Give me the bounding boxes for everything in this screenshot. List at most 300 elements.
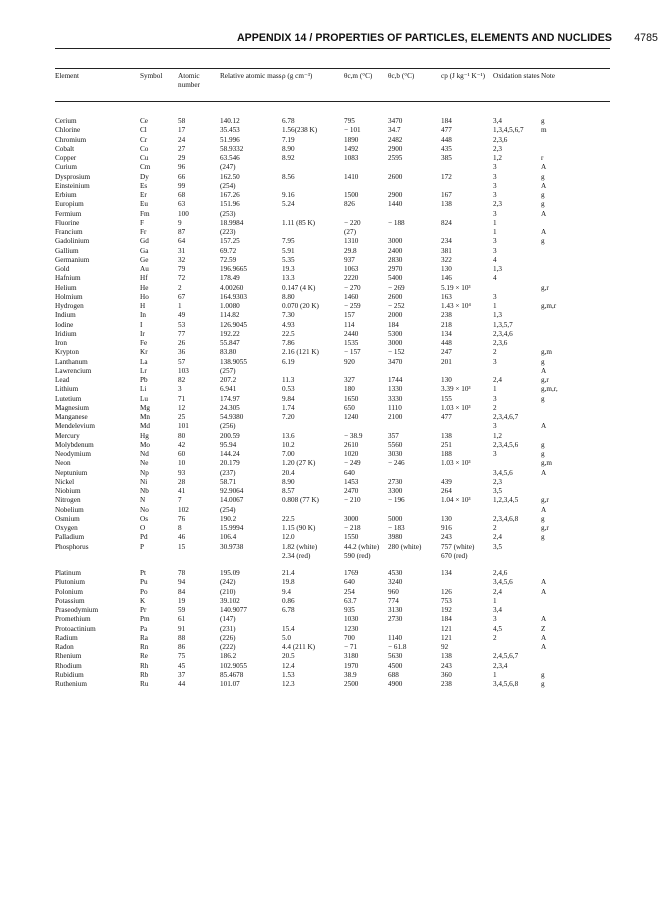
table-cell: 20.5 [282, 652, 295, 661]
table-cell [441, 578, 493, 587]
table-row [55, 265, 570, 274]
table-cell: 17 [178, 126, 186, 135]
table-cell: 162.50 [220, 172, 240, 181]
table-cell: 3000 [388, 339, 403, 347]
table-row [55, 459, 570, 468]
table-cell: Curium [55, 163, 77, 172]
table-cell: 37 [178, 670, 186, 679]
table-cell: 80 [178, 431, 186, 440]
table-cell: 3,4,5,6,8 [493, 680, 519, 688]
table-cell [441, 210, 493, 219]
table-cell: 184 [441, 117, 452, 125]
table-cell: Osmium [55, 514, 80, 523]
table-cell: 29 [178, 154, 186, 162]
table-cell: Nd [140, 450, 149, 458]
table-row [55, 422, 570, 431]
table-cell: 192 [441, 606, 452, 614]
table-cell: g [541, 680, 545, 688]
table-cell: 201 [441, 357, 452, 366]
table-cell: 5.24 [282, 200, 295, 209]
table-cell: 5.19 × 10³ [441, 283, 471, 292]
table-cell: 76 [178, 514, 186, 523]
table-cell: Lawrencium [55, 366, 92, 375]
table-cell: 31 [178, 246, 186, 255]
table-cell: In [140, 311, 146, 320]
table-row [55, 469, 570, 478]
table-cell: 6.19 [282, 357, 295, 366]
table-cell: 1.15 (90 K) [282, 524, 316, 532]
table-cell: 1240 [344, 413, 359, 421]
table-cell: − 252 [388, 302, 405, 310]
table-cell: 91 [178, 624, 186, 633]
table-cell: 101.07 [220, 680, 240, 688]
table-cell: 84 [178, 587, 186, 596]
table-cell: 1410 [344, 172, 359, 181]
table-cell: 106.4 [220, 533, 237, 542]
table-cell: 32 [178, 255, 186, 264]
table-cell: 200.59 [220, 431, 240, 440]
table-cell: 44 [178, 680, 186, 688]
table-cell: 82 [178, 376, 186, 384]
table-cell [541, 247, 570, 256]
table-cell: Os [140, 514, 148, 523]
table-cell: Nb [140, 487, 149, 495]
table-row [55, 578, 570, 587]
table-cell [493, 367, 541, 376]
table-cell: 174.97 [220, 394, 240, 403]
table-cell: A [541, 505, 547, 514]
table-cell [388, 367, 441, 376]
table-cell: 15.9994 [220, 524, 244, 532]
table-cell: 4500 [388, 661, 403, 670]
table-cell: 357 [388, 431, 399, 440]
table-cell: 4.00260 [220, 283, 244, 292]
table-cell: 2400 [388, 246, 403, 255]
table-cell: 5400 [388, 274, 403, 283]
table-cell: 1769 [344, 569, 359, 577]
table-cell: 3 [493, 191, 497, 199]
table-cell: 146 [441, 274, 452, 283]
table-cell: 0.86 [282, 596, 295, 605]
table-cell: 167 [441, 191, 452, 199]
table-cell: − 71 [344, 643, 358, 651]
table-cell: 477 [441, 126, 452, 135]
table-cell [493, 552, 541, 561]
table-cell: r [541, 154, 544, 162]
table-cell: 63 [178, 200, 186, 209]
table-cell: 650 [344, 403, 355, 412]
table-cell: 1.43 × 10⁴ [441, 302, 471, 310]
table-cell: 327 [344, 376, 355, 384]
col-oxidation-states: Oxidation states [493, 72, 540, 80]
table-cell: 29.8 [344, 246, 357, 255]
table-cell [541, 662, 570, 671]
table-cell: 121 [441, 633, 452, 642]
table-cell: 92 [441, 643, 449, 651]
table-row [55, 228, 570, 237]
table-cell: Gallium [55, 246, 79, 255]
table-cell: 9 [178, 218, 182, 227]
table-cell: Ge [140, 255, 149, 264]
table-cell: I [140, 320, 143, 329]
table-cell: 3 [493, 181, 497, 190]
table-cell: 157.25 [220, 237, 240, 246]
table-cell: 2,4,5,6,7 [493, 652, 519, 661]
table-cell: Lead [55, 376, 70, 384]
table-cell: 1 [493, 670, 497, 679]
table-cell: 85.4678 [220, 670, 244, 679]
table-cell: − 152 [388, 348, 405, 357]
table-cell: 3 [493, 357, 497, 366]
table-cell: − 196 [388, 496, 405, 505]
table-cell: 138 [441, 652, 452, 661]
table-cell: Neptunium [55, 468, 88, 477]
table-cell: Ni [140, 477, 148, 486]
table-cell: 757 (white) [441, 542, 475, 551]
table-cell: 1.82 (white) [282, 542, 318, 551]
table-cell: 63.7 [344, 596, 357, 605]
table-cell: A [541, 615, 547, 624]
table-cell: 103 [178, 366, 189, 375]
table-cell: Palladium [55, 533, 85, 542]
table-cell: − 269 [388, 283, 405, 292]
table-cell [220, 552, 282, 561]
table-cell: 3180 [344, 652, 359, 661]
table-cell: A [541, 163, 547, 172]
table-row [55, 311, 570, 320]
table-row [55, 671, 570, 680]
table-cell: Ho [140, 292, 149, 301]
table-cell: 218 [441, 320, 452, 329]
table-cell: (256) [220, 422, 236, 431]
col-symbol: Symbol [140, 72, 163, 80]
table-cell: 5560 [388, 440, 403, 449]
table-cell: 1140 [388, 633, 403, 642]
table-cell: 360 [441, 670, 452, 679]
table-row [55, 210, 570, 219]
table-cell: 2.16 (121 K) [282, 348, 319, 357]
table-cell [541, 478, 570, 487]
table-cell: 7.20 [282, 413, 295, 421]
table-cell: 1.03 × 10³ [441, 403, 471, 412]
table-cell [541, 652, 570, 661]
table-cell [441, 182, 493, 191]
table-cell: Radon [55, 643, 74, 651]
table-cell: Plutonium [55, 578, 85, 587]
table-cell: 5.35 [282, 255, 295, 264]
table-cell: 1 [493, 385, 497, 394]
table-cell: 826 [344, 200, 355, 209]
table-cell: 2 [493, 633, 497, 642]
table-cell: Mendelevium [55, 422, 95, 431]
table-row [55, 413, 570, 422]
table-cell: 2 [178, 283, 182, 292]
table-row [55, 404, 570, 413]
table-cell: g [541, 514, 545, 523]
table-cell: 167.26 [220, 191, 240, 199]
running-head-title: APPENDIX 14 / PROPERTIES OF PARTICLES, ELEMENTS AND NUCLIDES [236, 32, 612, 44]
table-cell: 7.19 [282, 135, 295, 144]
table-row [55, 597, 570, 606]
table-cell: 2,3,6 [493, 135, 508, 144]
table-cell: 795 [344, 117, 355, 125]
table-cell: 138.9055 [220, 357, 247, 366]
table-cell [541, 330, 570, 339]
table-cell: 4,5 [493, 624, 502, 633]
table-cell: 1 [493, 228, 497, 236]
table-cell: 19 [178, 596, 186, 605]
col-relative-atomic-mass: Relative atomic mass [220, 72, 282, 80]
table-cell: g,r [541, 496, 549, 505]
table-cell: 13.3 [282, 274, 295, 283]
table-cell: 2220 [344, 274, 359, 283]
table-cell: Pa [140, 624, 148, 633]
table-cell: Rubidium [55, 670, 84, 679]
table-cell: (27) [344, 228, 356, 236]
table-cell: Cu [140, 154, 149, 162]
table-cell: Pb [140, 376, 148, 384]
table-cell: 3030 [388, 450, 403, 458]
table-cell: 55.847 [220, 339, 240, 347]
table-cell: Rn [140, 643, 149, 651]
table-cell [441, 469, 493, 478]
table-cell: 59 [178, 606, 186, 614]
table-row [55, 385, 570, 394]
table-cell: 2,3 [493, 477, 502, 486]
table-cell: Ir [140, 329, 145, 338]
table-row [55, 348, 570, 357]
table-cell: 439 [441, 477, 452, 486]
table-cell: 5000 [388, 514, 403, 523]
table-cell: 54.9380 [220, 413, 244, 421]
table-cell: 1110 [388, 403, 402, 412]
table-cell: 477 [441, 413, 452, 421]
table-cell: 3330 [388, 394, 403, 403]
table-cell: g,m,r [541, 302, 557, 310]
table-cell: 19.8 [282, 578, 295, 587]
table-cell: 155 [441, 394, 452, 403]
table-cell: Mercury [55, 431, 80, 440]
table-cell: g [541, 191, 545, 199]
table-cell: g,r [541, 283, 549, 292]
table-row [55, 543, 570, 552]
table-cell: Hydrogen [55, 302, 84, 310]
table-row [55, 524, 570, 533]
table-cell: − 218 [344, 524, 361, 532]
table-cell: 1083 [344, 154, 359, 162]
col-element: Element [55, 72, 79, 80]
table-cell: Kr [140, 348, 148, 357]
table-cell: Lanthanum [55, 357, 88, 366]
table-cell [541, 569, 570, 578]
table-cell: 2900 [388, 191, 403, 199]
table-row [55, 117, 570, 126]
table-cell: 1.04 × 10³ [441, 496, 471, 505]
table-row [55, 496, 570, 505]
table-cell: Rhodium [55, 661, 82, 670]
table-cell: − 246 [388, 459, 405, 468]
table-cell: Hafnium [55, 274, 81, 283]
table-cell: 130 [441, 376, 452, 384]
table-cell [388, 469, 441, 478]
table-cell: 151.96 [220, 200, 240, 209]
table-cell: Nickel [55, 477, 75, 486]
table-cell: 3130 [388, 606, 403, 614]
table-cell: 172 [441, 172, 452, 181]
table-cell: Platinum [55, 569, 81, 577]
table-cell: Iron [55, 339, 67, 347]
table-cell: 22.5 [282, 329, 295, 338]
table-cell: Cerium [55, 117, 77, 125]
table-cell: 640 [344, 468, 355, 477]
table-cell: Mn [140, 413, 150, 421]
table-cell: 4530 [388, 569, 403, 577]
table-cell: 3000 [344, 514, 359, 523]
table-cell: 753 [441, 596, 452, 605]
table-cell: 8.90 [282, 144, 295, 153]
table-cell: 824 [441, 218, 452, 227]
table-cell: Pt [140, 569, 146, 577]
table-cell: 670 (red) [441, 551, 468, 560]
table-cell: A [541, 181, 547, 190]
table-cell [541, 136, 570, 145]
table-cell: 2730 [388, 615, 403, 624]
table-row [55, 293, 570, 302]
table-cell: 590 (red) [344, 551, 371, 560]
table-cell: Nobelium [55, 505, 84, 514]
table-cell: 1970 [344, 661, 359, 670]
table-cell: 243 [441, 661, 452, 670]
table-cell: 3,4 [493, 117, 502, 125]
table-cell: A [541, 228, 547, 236]
table-cell: Chlorine [55, 126, 81, 135]
table-cell [282, 367, 344, 376]
table-cell: 264 [441, 487, 452, 495]
table-cell: 8.56 [282, 172, 295, 181]
table-cell: N [140, 496, 146, 505]
table-cell: 2,3,6 [493, 339, 508, 347]
table-cell: 3 [493, 394, 497, 403]
table-cell [282, 506, 344, 515]
table-cell: 1,2 [493, 431, 502, 440]
table-top-rule [55, 68, 610, 69]
table-cell: 3,5 [493, 487, 502, 495]
table-cell: 6.78 [282, 117, 295, 125]
table-cell: Molybdenum [55, 440, 94, 449]
table-cell: Hf [140, 274, 148, 283]
table-cell: 1230 [344, 624, 359, 633]
table-cell: 41 [178, 487, 186, 495]
table-cell: 12.0 [282, 533, 295, 542]
table-cell: 0.070 (20 K) [282, 302, 319, 310]
table-row [55, 680, 570, 689]
table-cell: 2482 [388, 135, 403, 144]
table-cell: 9.84 [282, 394, 295, 403]
table-cell: − 61.8 [388, 643, 407, 651]
table-cell: 38.9 [344, 670, 357, 679]
table-cell: g [541, 533, 545, 542]
table-cell: Iodine [55, 320, 74, 329]
table-cell: 920 [344, 357, 355, 366]
table-cell: 3 [493, 237, 497, 246]
table-cell: (210) [220, 587, 236, 596]
table-cell [388, 228, 441, 237]
table-cell: 1492 [344, 144, 359, 153]
table-cell: Es [140, 181, 148, 190]
element-properties-table [55, 72, 570, 689]
table-cell: Fermium [55, 209, 82, 218]
table-row [55, 487, 570, 496]
table-cell: Rb [140, 670, 149, 679]
table-cell: 1.11 (85 K) [282, 218, 316, 227]
table-cell [493, 459, 541, 468]
table-cell [493, 506, 541, 515]
table-row [55, 643, 570, 652]
table-cell: Cr [140, 135, 148, 144]
table-cell [344, 422, 388, 431]
table-cell: 66 [178, 172, 186, 181]
table-row [55, 432, 570, 441]
table-cell: Ruthenium [55, 680, 87, 688]
table-cell: 95.94 [220, 440, 237, 449]
table-cell: Lutetium [55, 394, 82, 403]
table-cell: 21.4 [282, 569, 295, 577]
table-cell: Krypton [55, 348, 79, 357]
table-cell: 28 [178, 477, 186, 486]
table-cell: 1890 [344, 135, 359, 144]
table-cell [282, 182, 344, 191]
table-cell: g,r [541, 524, 549, 532]
table-cell: g [541, 450, 545, 458]
table-cell: 60 [178, 450, 186, 458]
table-cell: − 210 [344, 496, 361, 505]
table-cell: g [541, 670, 545, 679]
table-cell [541, 293, 570, 302]
table-cell: 134 [441, 329, 452, 338]
col-melting-point: θc,m (°C) [344, 72, 373, 80]
table-cell: (147) [220, 615, 236, 624]
running-head [0, 32, 658, 44]
table-header-row [55, 72, 570, 104]
table-cell: 3 [493, 246, 497, 255]
table-row [55, 321, 570, 330]
table-row [55, 450, 570, 459]
table-cell: Dy [140, 172, 149, 181]
table-cell: Md [140, 422, 150, 431]
table-cell: − 157 [344, 348, 361, 357]
table-cell: 916 [441, 524, 452, 532]
table-cell: 3 [493, 209, 497, 218]
table-cell: 2,3,4 [493, 661, 508, 670]
table-cell: La [140, 357, 148, 366]
table-cell: 7.30 [282, 311, 295, 320]
table-cell: 207.2 [220, 376, 237, 384]
table-cell: 101 [178, 422, 189, 431]
table-cell: 140.12 [220, 117, 240, 125]
table-cell: 53 [178, 320, 186, 329]
table-cell: Erbium [55, 191, 77, 199]
table-cell: Copper [55, 154, 77, 162]
table-cell: 184 [388, 320, 399, 329]
table-cell: Neodymium [55, 450, 91, 458]
table-cell [140, 552, 178, 561]
table-cell: 0.53 [282, 385, 295, 394]
table-cell: F [140, 218, 144, 227]
table-cell: (242) [220, 578, 236, 587]
table-cell: g [541, 200, 545, 209]
table-cell: 58.71 [220, 477, 237, 486]
table-cell: 144.24 [220, 450, 240, 458]
